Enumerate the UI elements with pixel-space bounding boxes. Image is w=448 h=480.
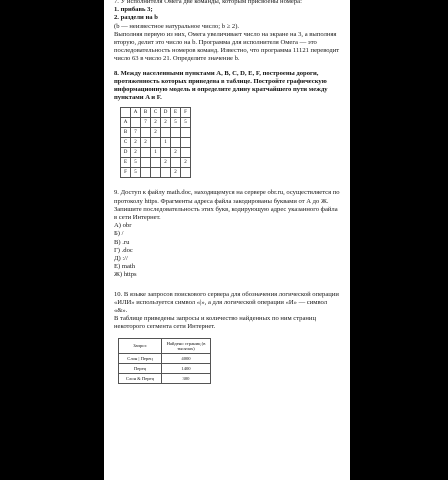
table-cell [161, 168, 171, 178]
table-cell: 5 [171, 118, 181, 128]
table-cell: C [151, 108, 161, 118]
table-cell: D [121, 148, 131, 158]
table-cell: 1 [151, 148, 161, 158]
table-cell [141, 158, 151, 168]
table-cell: Найдено страниц (в тысячах) [162, 338, 211, 353]
table-row [119, 363, 211, 373]
table-cell: Запрос [119, 338, 162, 353]
task10-heading: 10. В языке запросов поискового сервера для обозначения логической операции «ИЛИ» используется символ «|», а для логической операции «И» — символ «&». [114, 290, 339, 315]
task9-option: А) obr [114, 222, 132, 230]
table-cell [171, 138, 181, 148]
table-cell: 2 [131, 138, 141, 148]
document-page [104, 0, 350, 480]
table-cell [181, 128, 191, 138]
table-cell: 5 [131, 158, 141, 168]
task9-option: Б) / [114, 230, 124, 238]
distance-table [120, 107, 191, 178]
task9-option: Д) :// [114, 255, 128, 263]
table-row [119, 373, 211, 383]
task7-body: Выполняя первую из них, Омега увеличивает число на экране на 3, а выполняя вторую, делит это число на b. Программа для исполнителя Омега — это последовательность номеров команд. Известно, что программа 11121 переводит число 63 в число 21. Определите значение b. [114, 30, 340, 63]
task7-heading: 7. У исполнителя Омега две команды, которым присвоены номера: [114, 0, 302, 5]
table-cell: 2 [181, 158, 191, 168]
table-cell: 2 [171, 168, 181, 178]
table-cell [161, 128, 171, 138]
task8-heading: 8. Между населенными пунктами A, B, C, D, E, F, построены дороги, протяженность которых приведена в таблице. Постройте графическую информационную модель и определите длину кратчайшего пути между пунктами A и F. [114, 69, 328, 102]
table-cell [171, 158, 181, 168]
table-cell: 2 [141, 138, 151, 148]
table-cell: F [181, 108, 191, 118]
distance-table-header [121, 108, 191, 118]
table-row [121, 128, 191, 138]
table-cell: 300 [162, 373, 211, 383]
table-cell: Перец [119, 363, 162, 373]
query-table [118, 338, 211, 384]
table-cell: 5 [181, 118, 191, 128]
table-cell: D [161, 108, 171, 118]
table-cell [141, 168, 151, 178]
table-cell [151, 168, 161, 178]
table-cell: 1 [161, 138, 171, 148]
table-cell [121, 108, 131, 118]
table-cell: 2 [151, 118, 161, 128]
table-row [119, 353, 211, 363]
task9-option: В) .ru [114, 238, 130, 246]
table-row [121, 118, 191, 128]
table-cell [161, 148, 171, 158]
table-cell: A [121, 118, 131, 128]
table-cell: 1400 [162, 363, 211, 373]
task9-option: Ж) https [114, 271, 137, 279]
table-cell: 7 [131, 128, 141, 138]
table-cell [151, 158, 161, 168]
task9-option: Е) math [114, 263, 136, 271]
table-cell: 5 [131, 168, 141, 178]
table-cell: 2 [161, 118, 171, 128]
table-cell: 2 [151, 128, 161, 138]
table-cell [131, 118, 141, 128]
table-cell: 2 [161, 158, 171, 168]
task7-note: (b — неизвестное натуральное число; b ≥ 2). [114, 22, 240, 30]
table-row [121, 168, 191, 178]
table-cell: E [171, 108, 181, 118]
task7-command-2: 2. раздели на b [114, 14, 158, 22]
table-cell: F [121, 168, 131, 178]
table-row [121, 158, 191, 168]
table-cell [181, 148, 191, 158]
table-cell [171, 128, 181, 138]
task7-command-1: 1. прибавь 3; [114, 6, 153, 14]
table-cell [181, 168, 191, 178]
table-cell: 4000 [162, 353, 211, 363]
table-cell: 2 [171, 148, 181, 158]
query-table-header [119, 338, 211, 353]
table-cell: A [131, 108, 141, 118]
task9-heading: 9. Доступ к файлу math.doc, находящемуся на сервере obr.ru, осуществляется по протоколу https. Фрагменты адреса файла закодированы буквами от А до Ж. Запишите последовательность этих букв, кодирующую адрес указанного файла в сети Интернет. [114, 189, 340, 222]
document-content [114, 0, 342, 384]
table-cell [181, 138, 191, 148]
table-cell: B [121, 128, 131, 138]
table-cell: B [141, 108, 151, 118]
table-row [121, 138, 191, 148]
task10-body: В таблице приведены запросы и количество найденных по ним страниц некоторого сегмента сети Интернет. [114, 315, 316, 331]
table-cell: E [121, 158, 131, 168]
table-cell: C [121, 138, 131, 148]
table-cell: 7 [141, 118, 151, 128]
table-cell [141, 148, 151, 158]
table-cell [141, 128, 151, 138]
table-cell: Слон | Перец [119, 353, 162, 363]
table-cell: 2 [131, 148, 141, 158]
table-row [121, 148, 191, 158]
table-cell [151, 138, 161, 148]
table-cell: Слон & Перец [119, 373, 162, 383]
task9-option: Г) .doc [114, 246, 133, 254]
